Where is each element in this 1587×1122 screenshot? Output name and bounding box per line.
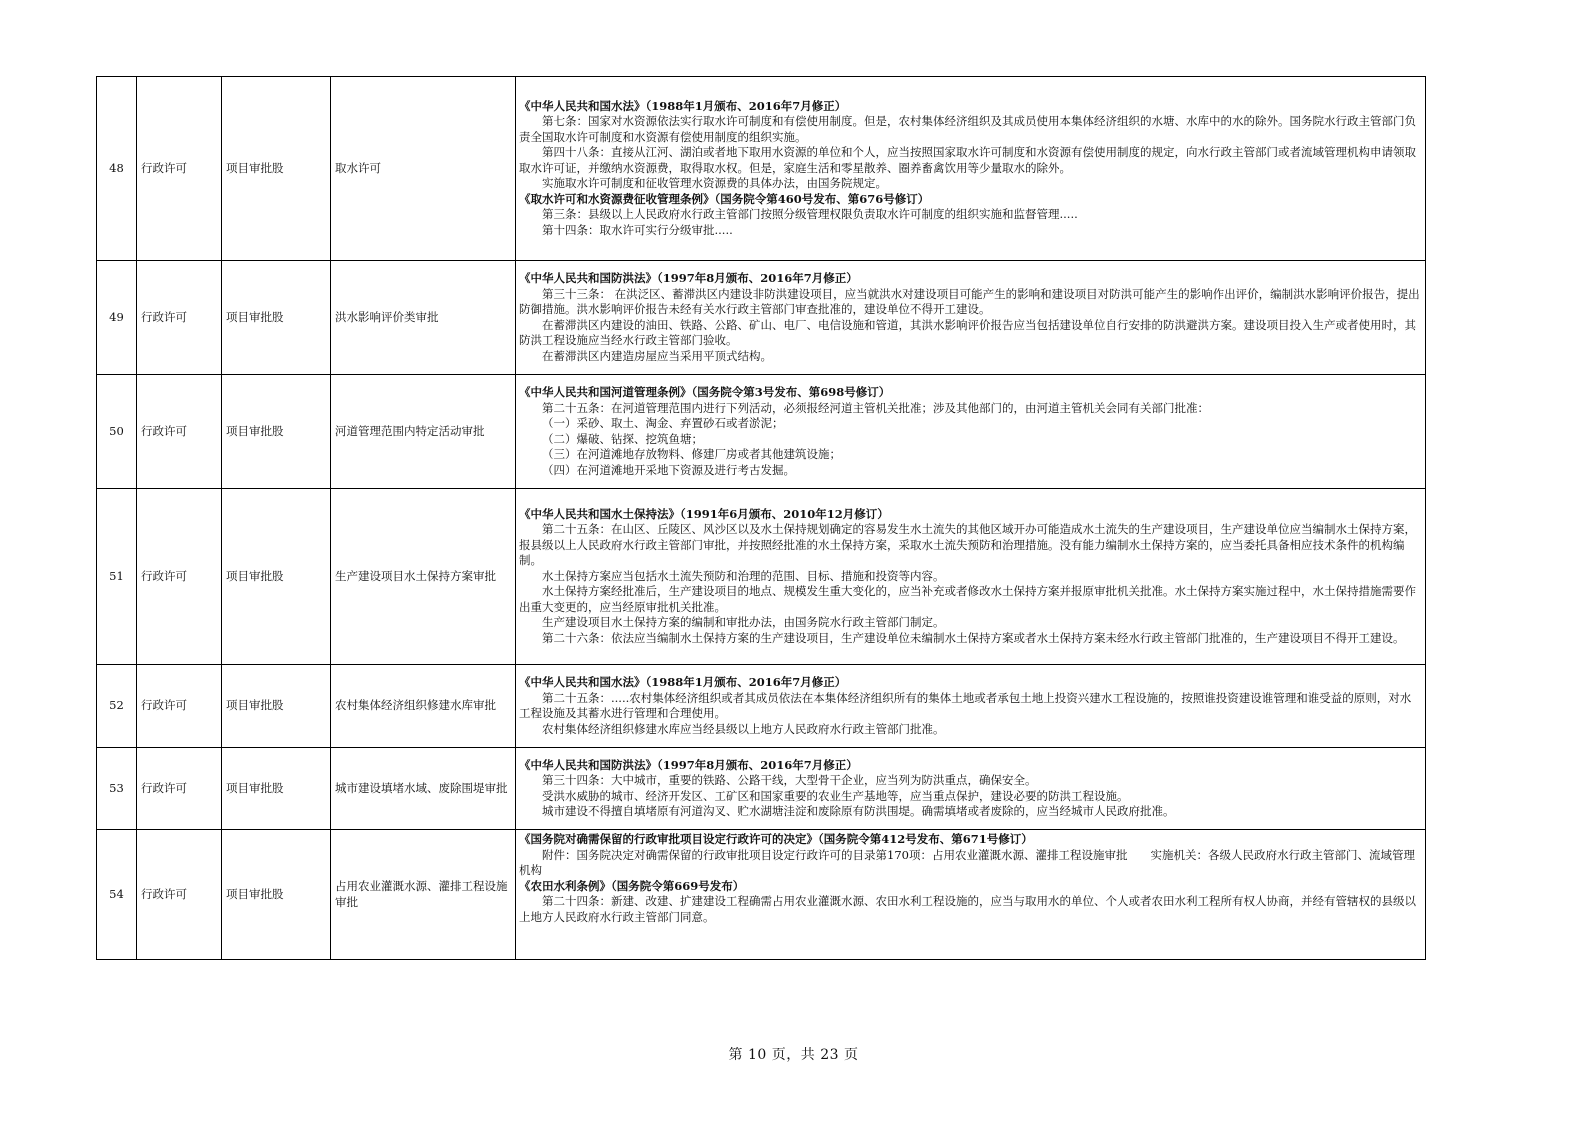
law-clause: 附件：国务院决定对确需保留的行政审批项目设定行政许可的目录第170项：占用农业灌溉水源、灌排工程设施审批 实施机关：各级人民政府水行政主管部门、流域管理机构 (519, 847, 1415, 877)
law-clause: （一）采砂、取土、淘金、弃置砂石或者淤泥； (542, 416, 784, 430)
law-title: 《国务院对确需保留的行政审批项目设定行政许可的决定》（国务院令第412号发布、第671号修订） (519, 832, 1033, 846)
item-number: 54 (97, 830, 137, 960)
law-clause: 水土保持方案应当包括水土流失预防和治理的范围、目标、措施和投资等内容。 (542, 568, 945, 583)
law-clause: 第三十三条： 在洪泛区、蓄滞洪区内建设非防洪建设项目，应当就洪水对建设项目可能产生的影响和建设项目对防洪可能产生的影响作出评价，编制洪水影响评价报告，提出防御措施。洪水影响评价报告未经有关水行政主管部门审查批准的，建设单位不得开工建设。 (519, 286, 1420, 316)
law-clause: 第二十五条：在河道管理范围内进行下列活动，必须报经河道主管机关批准；涉及其他部门的，由河道主管机关会同有关部门批准： (542, 400, 1209, 415)
responsible-unit: 项目审批股 (222, 375, 331, 489)
item-category: 行政许可 (137, 830, 222, 960)
law-clause: 城市建设不得擅自填堵原有河道沟叉、贮水湖塘洼淀和废除原有防洪围堤。确需填堵或者废除的，应当经城市人民政府批准。 (542, 804, 1175, 818)
legal-basis (516, 375, 1426, 489)
law-clause: 第十四条：取水许可实行分级审批..... (542, 222, 733, 237)
legal-basis (516, 748, 1426, 830)
legal-basis (516, 489, 1426, 665)
page-footer: 第 10 页，共 23 页 (728, 1047, 859, 1063)
item-category: 行政许可 (137, 489, 222, 665)
law-clause: 在蓄滞洪区内建设的油田、铁路、公路、矿山、电厂、电信设施和管道，其洪水影响评价报告应当包括建设单位自行安排的防洪避洪方案。建设项目投入生产或者使用时，其防洪工程设施应当经水行政主管部门验收。 (519, 317, 1416, 347)
law-clause: 第二十五条：在山区、丘陵区、风沙区以及水土保持规划确定的容易发生水土流失的其他区域开办可能造成水土流失的生产建设项目，生产建设单位应当编制水土保持方案，报县级以上人民政府水行政主管部门审批，并按照经批准的水土保持方案，采取水土流失预防和治理措施。没有能力编制水土保持方案的，应当委托具备相应技术条件的机构编制。 (519, 522, 1416, 568)
permit-table (96, 76, 1426, 960)
responsible-unit: 项目审批股 (222, 830, 331, 960)
item-number: 51 (97, 489, 137, 665)
law-title: 《取水许可和水资源费征收管理条例》（国务院令第460号发布、第676号修订） (519, 191, 930, 206)
law-clause: 受洪水威胁的城市、经济开发区、工矿区和国家重要的农业生产基地等，应当重点保护，建设必要的防洪工程设施。 (542, 788, 1129, 803)
law-clause: 第二十五条：.....农村集体经济组织或者其成员依法在本集体经济组织所有的集体土地或者承包土地上投资兴建水工程设施的，按照谁投资建设谁管理和谁受益的原则，对水工程设施及其蓄水进行管理和合理使用。 (519, 690, 1412, 720)
table-row (97, 665, 1426, 748)
legal-basis (516, 830, 1426, 960)
table-row (97, 748, 1426, 830)
law-clause: 第三十四条：大中城市，重要的铁路、公路干线，大型骨干企业，应当列为防洪重点，确保安全。 (542, 773, 1037, 787)
item-number: 53 (97, 748, 137, 830)
responsible-unit: 项目审批股 (222, 77, 331, 261)
law-clause: 第四十八条：直接从江河、湖泊或者地下取用水资源的单位和个人，应当按照国家取水许可制度和水资源有偿使用制度的规定，向水行政主管部门或者流域管理机构申请领取取水许可证，并缴纳水资源费，取得取水权。但是，家庭生活和零星散养、圈养畜禽饮用等少量取水的除外。 (519, 145, 1416, 175)
responsible-unit: 项目审批股 (222, 261, 331, 375)
item-name: 生产建设项目水土保持方案审批 (331, 489, 516, 665)
item-name: 河道管理范围内特定活动审批 (331, 375, 516, 489)
item-name: 取水许可 (331, 77, 516, 261)
law-clause: （四）在河道滩地开采地下资源及进行考古发掘。 (542, 462, 795, 477)
table-row (97, 261, 1426, 375)
item-number: 50 (97, 375, 137, 489)
law-title: 《中华人民共和国河道管理条例》（国务院令第3号发布、第698号修订） (519, 385, 891, 399)
law-clause: 实施取水许可制度和征收管理水资源费的具体办法，由国务院规定。 (542, 176, 887, 191)
law-clause: 第三条：县级以上人民政府水行政主管部门按照分级管理权限负责取水许可制度的组织实施和监督管理..... (542, 207, 1078, 222)
item-category: 行政许可 (137, 261, 222, 375)
table-row (97, 375, 1426, 489)
law-clause: 在蓄滞洪区内建造房屋应当采用平顶式结构。 (542, 348, 772, 363)
law-title: 《农田水利条例》（国务院令第669号发布） (519, 878, 745, 893)
item-category: 行政许可 (137, 375, 222, 489)
law-clause: 第二十四条：新建、改建、扩建建设工程确需占用农业灌溉水源、农田水利工程设施的，应当与取用水的单位、个人或者农田水利工程所有权人协商，并经有管辖权的县级以上地方人民政府水行政主管部门同意。 (519, 894, 1416, 924)
item-name: 城市建设填堵水域、废除围堤审批 (331, 748, 516, 830)
law-clause: （二）爆破、钻探、挖筑鱼塘； (542, 431, 703, 446)
law-clause: 生产建设项目水土保持方案的编制和审批办法，由国务院水行政主管部门制定。 (542, 615, 945, 630)
legal-basis (516, 77, 1426, 261)
law-clause: 农村集体经济组织修建水库应当经县级以上地方人民政府水行政主管部门批准。 (542, 721, 945, 736)
table-row (97, 489, 1426, 665)
item-number: 49 (97, 261, 137, 375)
item-name: 农村集体经济组织修建水库审批 (331, 665, 516, 748)
responsible-unit: 项目审批股 (222, 665, 331, 748)
item-category: 行政许可 (137, 748, 222, 830)
law-clause: 第二十六条：依法应当编制水土保持方案的生产建设项目，生产建设单位未编制水土保持方案或者水土保持方案未经水行政主管部门批准的，生产建设项目不得开工建设。 (542, 630, 1405, 645)
law-title: 《中华人民共和国防洪法》（1997年8月颁布、2016年7月修正） (519, 271, 858, 285)
law-title: 《中华人民共和国水法》（1988年1月颁布、2016年7月修正） (519, 675, 847, 689)
law-clause: 第七条：国家对水资源依法实行取水许可制度和有偿使用制度。但是，农村集体经济组织及其成员使用本集体经济组织的水塘、水库中的水的除外。国务院水行政主管部门负责全国取水许可制度和水资源有偿使用制度的组织实施。 (519, 114, 1416, 144)
law-clause: 水土保持方案经批准后，生产建设项目的地点、规模发生重大变化的，应当补充或者修改水土保持方案并报原审批机关批准。水土保持方案实施过程中，水土保持措施需要作出重大变更的，应当经原审批机关批准。 (519, 584, 1416, 614)
responsible-unit: 项目审批股 (222, 748, 331, 830)
law-title: 《中华人民共和国水法》（1988年1月颁布、2016年7月修正） (519, 98, 847, 113)
table-row (97, 830, 1426, 960)
table-row (97, 77, 1426, 261)
law-clause: （三）在河道滩地存放物料、修建厂房或者其他建筑设施； (542, 447, 841, 461)
item-number: 48 (97, 77, 137, 261)
responsible-unit: 项目审批股 (222, 489, 331, 665)
law-title: 《中华人民共和国防洪法》（1997年8月颁布、2016年7月修正） (519, 757, 858, 772)
item-category: 行政许可 (137, 665, 222, 748)
item-name: 占用农业灌溉水源、灌排工程设施审批 (331, 830, 516, 960)
legal-basis (516, 261, 1426, 375)
law-title: 《中华人民共和国水土保持法》（1991年6月颁布、2010年12月修订） (519, 506, 889, 521)
legal-basis (516, 665, 1426, 748)
item-name: 洪水影响评价类审批 (331, 261, 516, 375)
item-category: 行政许可 (137, 77, 222, 261)
item-number: 52 (97, 665, 137, 748)
